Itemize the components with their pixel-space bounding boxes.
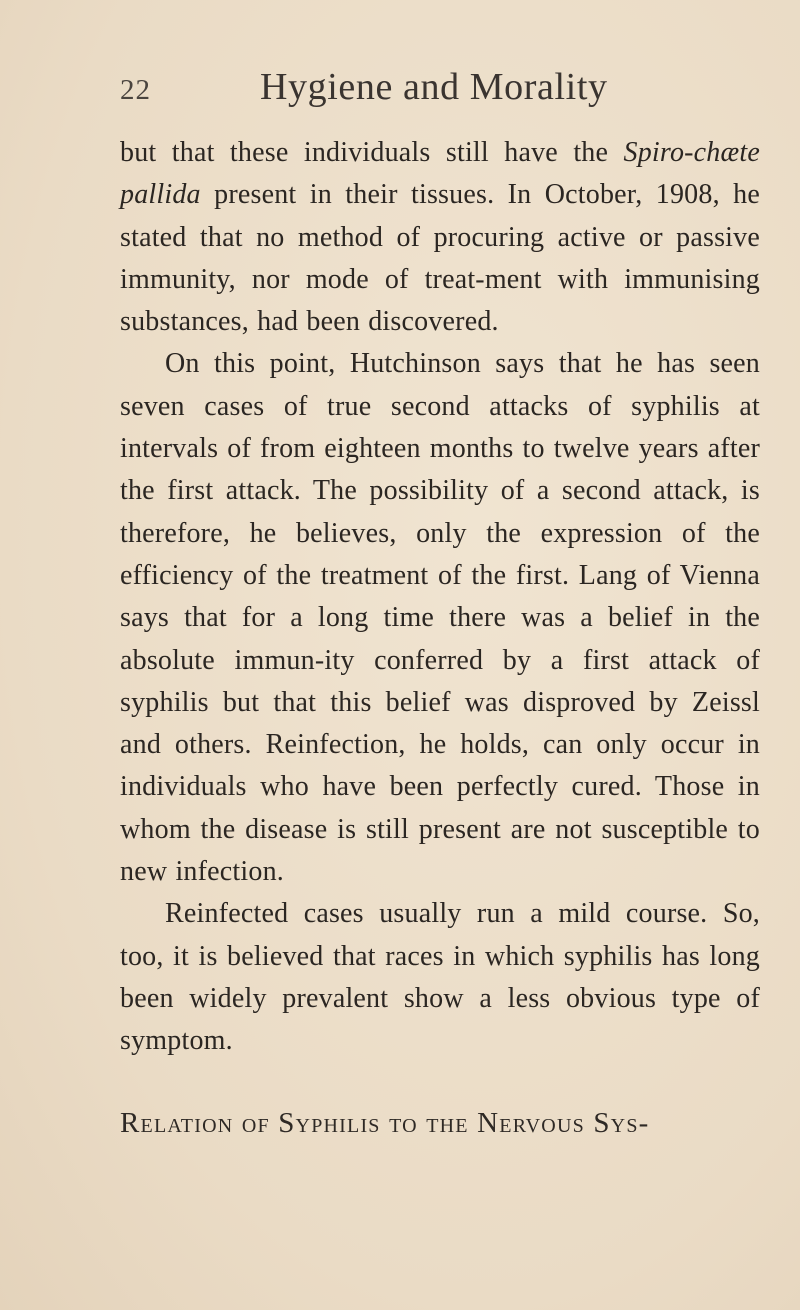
paragraph-1 bbox=[120, 132, 760, 343]
book-page bbox=[120, 62, 760, 1140]
body-text bbox=[120, 132, 760, 1140]
page-number: 22 bbox=[120, 74, 151, 106]
paragraph-1-text-start: but that these individuals still have the bbox=[120, 137, 624, 168]
paragraph-3: Reinfected cases usually run a mild course. So, too, it is believed that races in which syphilis has long been widely prevalent show a less obvious type of symptom. bbox=[120, 898, 760, 1057]
paragraph-1-emphasis: Spiro-chæte pallida bbox=[120, 137, 760, 211]
running-title: Hygiene and Morality bbox=[260, 66, 608, 108]
paragraph-1-text-rest: present in their tissues. In October, 1908, he stated that no method of procuring active or passive immunity, nor mode of treat-ment with immunising substances, had been discovered. bbox=[120, 179, 760, 338]
section-heading: Relation of Syphilis to the Nervous Sys- bbox=[120, 1106, 650, 1139]
running-head bbox=[120, 62, 760, 122]
paragraph-2: On this point, Hutchinson says that he has seen seven cases of true second attacks of syphilis at intervals of from eighteen months to twelve years after the first attack. The possibility of a second attack, is therefore, he believes, only the expression of the efficiency of the treatment of the first. Lang of Vienna says that for a long time there was a belief in the absolute immun-ity conferred by a first attack of syphilis but that this belief was disproved by Zeissl and others. Reinfection, he holds, can only occur in individuals who have been perfectly cured. Those in whom the disease is still present are not susceptible to new infection. bbox=[120, 348, 760, 888]
